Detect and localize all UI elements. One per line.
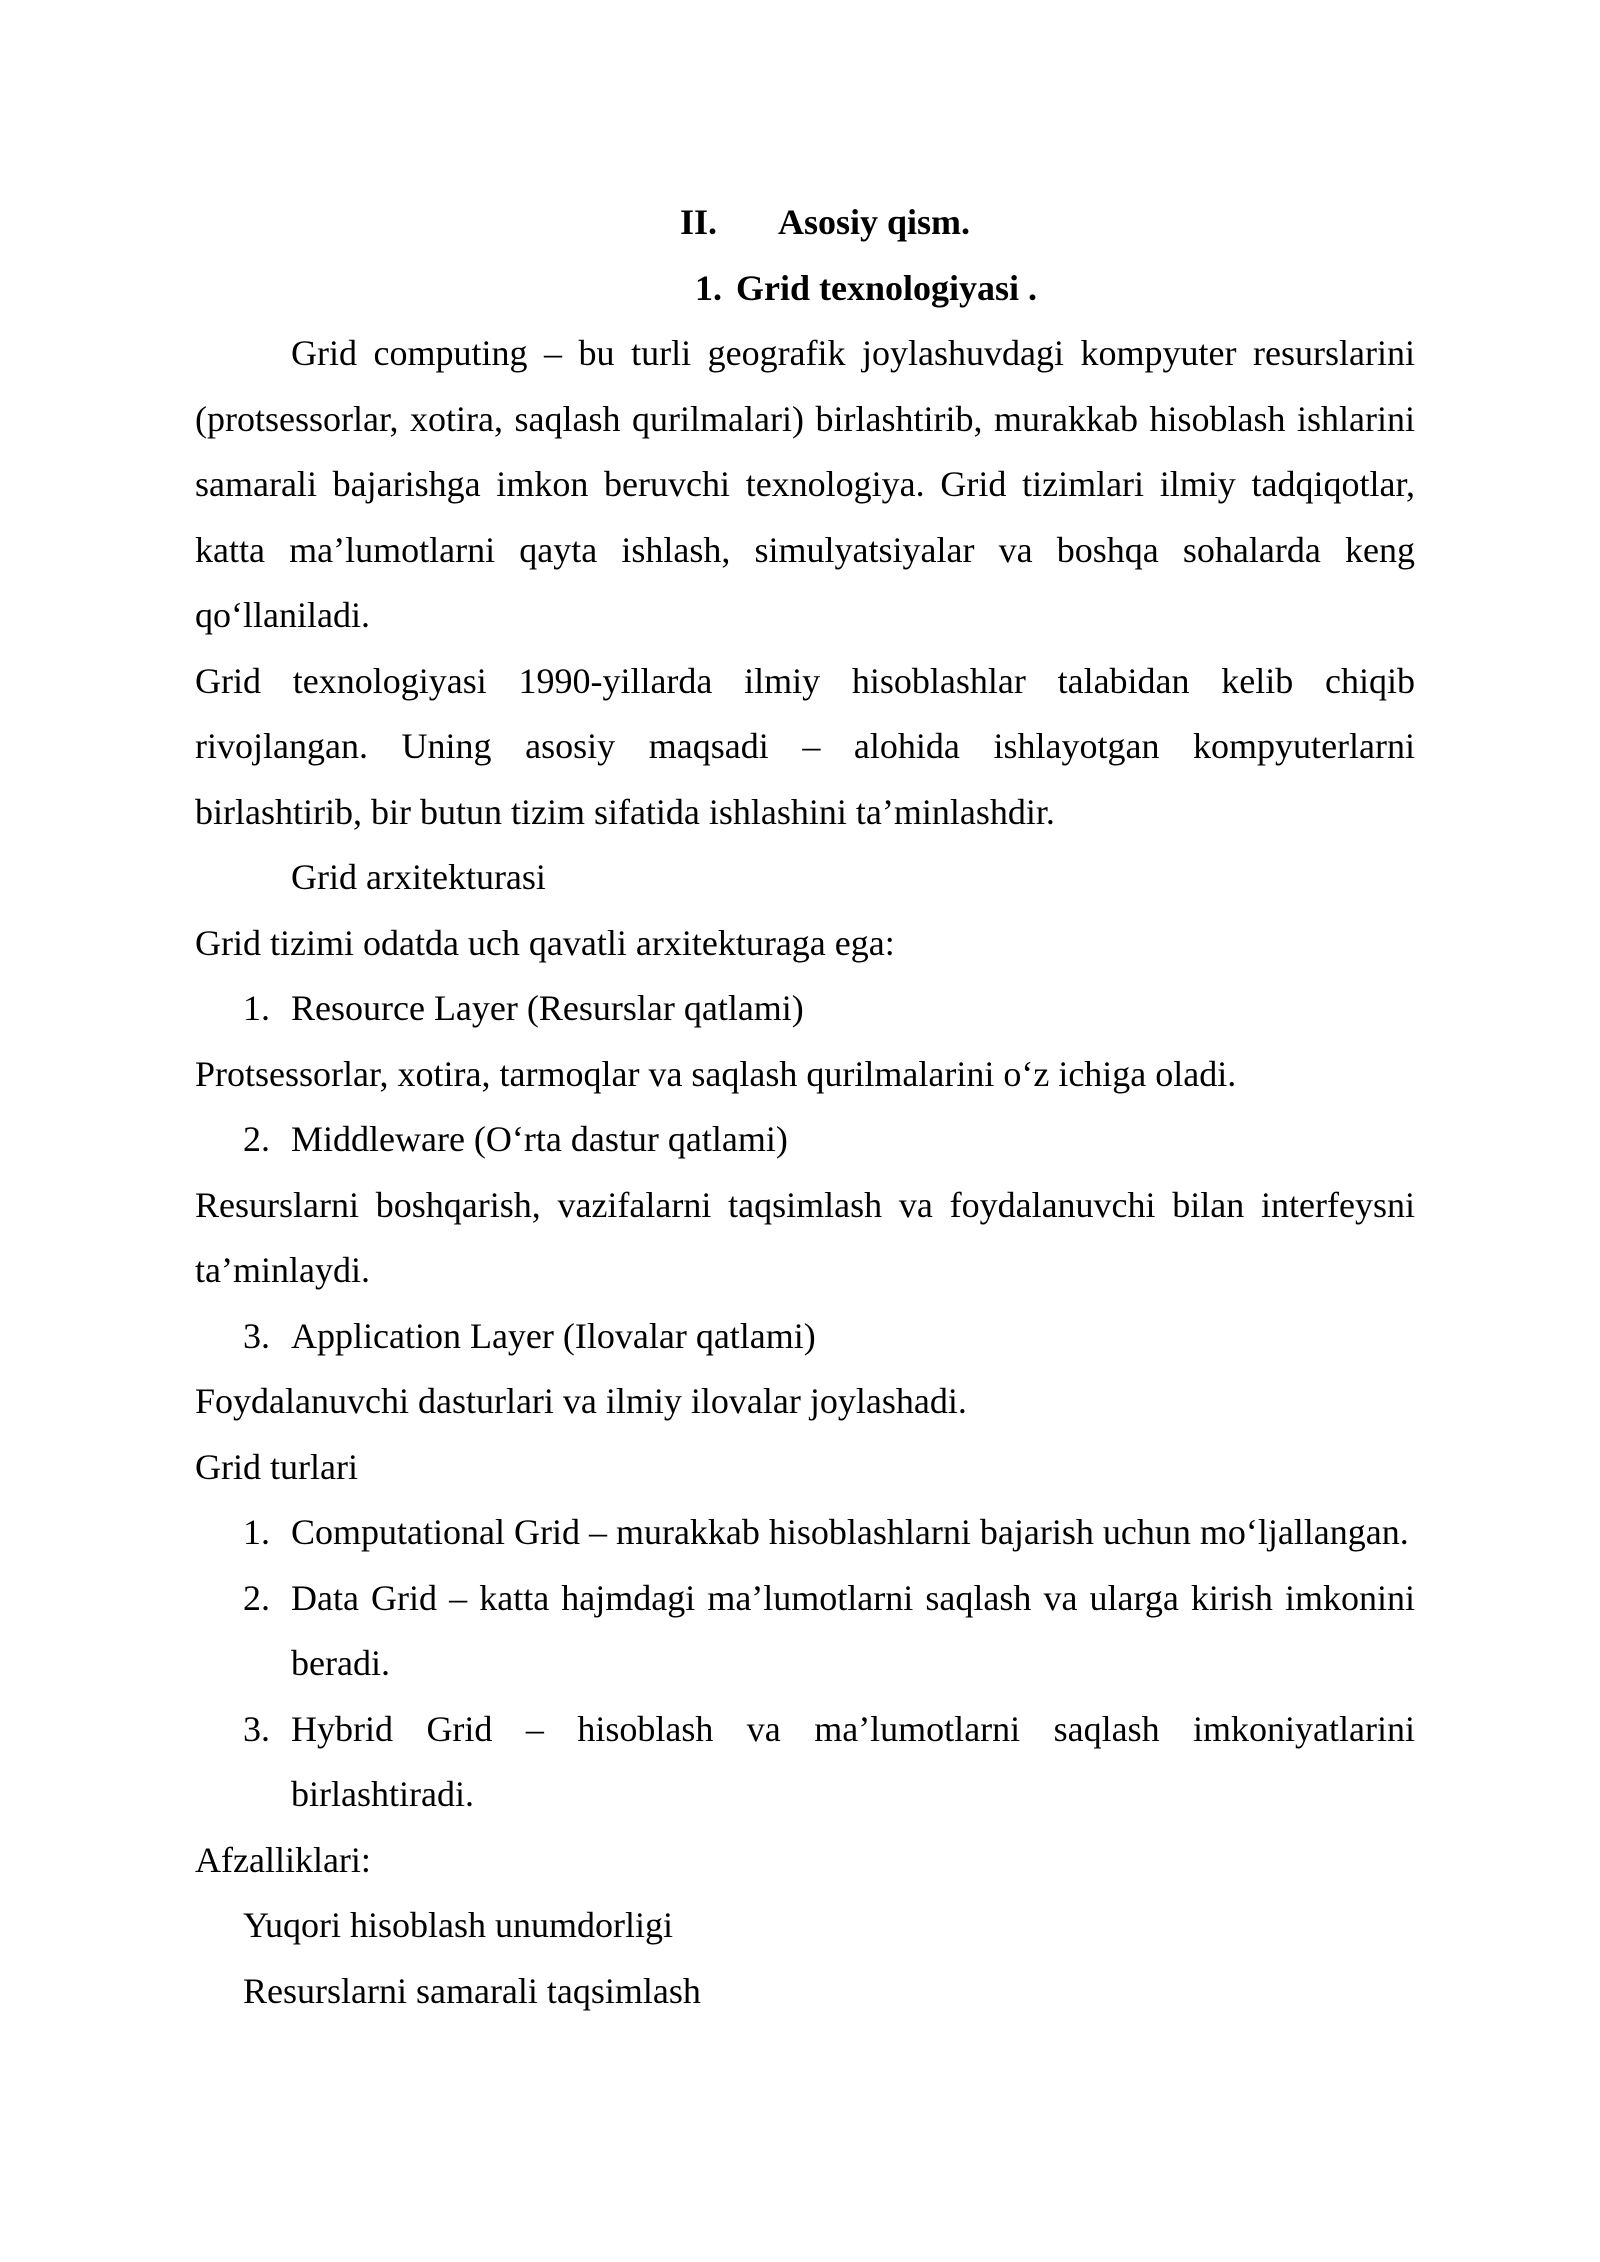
layer-number: 3. — [243, 1315, 270, 1356]
layer-item-resource — [195, 976, 1415, 1042]
grid-type-number: 1. — [243, 1512, 270, 1552]
intro-paragraph: Grid computing – bu turli geografik joylashuvdagi kompyuter resurslarini (protsessorlar, xotira, saqlash qurilmalari) birlashtirib, murakkab hisoblash ishlarini samarali bajarishga imkon beruvchi texnologiya. Grid tizimlari ilmiy tadqiqotlar, katta ma’lumotlarni qayta ishlash, simulyatsiyalar va boshqa sohalarda keng qo‘llaniladi. — [195, 333, 1415, 635]
grid-type-text: Hybrid Grid – hisoblash va ma’lumotlarni saqlash imkoniyatlarini birlashtiradi. — [291, 1708, 1415, 1814]
subsection-heading — [195, 256, 1415, 322]
grid-type-item — [195, 1500, 1415, 1566]
section-heading — [195, 190, 1415, 256]
subsection-number: 1. — [695, 267, 722, 308]
layer-title: Application Layer (Ilovalar qatlami) — [291, 1315, 816, 1356]
subsection-title: Grid texnologiyasi . — [736, 267, 1038, 308]
section-number: II. — [680, 202, 718, 242]
layer-description: Protsessorlar, xotira, tarmoqlar va saqlash qurilmalarini o‘z ichiga oladi. — [195, 1053, 1237, 1094]
grid-types-title: Grid turlari — [195, 1446, 358, 1487]
layer-number: 2. — [243, 1119, 270, 1159]
grid-type-item — [195, 1697, 1415, 1828]
layer-number: 1. — [243, 988, 270, 1028]
grid-type-text: Computational Grid – murakkab hisoblashlarni bajarish uchun mo‘ljallangan. — [291, 1512, 1409, 1552]
section-title: Asosiy qism. — [778, 202, 971, 242]
document-page — [195, 190, 1415, 2024]
advantage-item: Resurslarni samarali taqsimlash — [243, 1970, 701, 2011]
layer-item-application — [195, 1304, 1415, 1370]
architecture-intro: Grid tizimi odatda uch qavatli arxitekturaga ega: — [195, 922, 895, 963]
layer-description: Foydalanuvchi dasturlari va ilmiy ilovalar joylashadi. — [195, 1381, 967, 1421]
grid-type-number: 3. — [243, 1708, 270, 1749]
architecture-title: Grid arxitekturasi — [291, 857, 546, 897]
history-paragraph: Grid texnologiyasi 1990-yillarda ilmiy hisoblashlar talabidan kelib chiqib rivojlangan. Uning asosiy maqsadi – alohida ishlayotgan kompyuterlarni birlashtirib, bir butun tizim sifatida ishlashini ta’minlashdir. — [195, 660, 1415, 832]
grid-type-item — [195, 1566, 1415, 1697]
layer-title: Resource Layer (Resurslar qatlami) — [291, 988, 804, 1028]
advantages-title: Afzalliklari: — [195, 1839, 371, 1880]
grid-type-text: Data Grid – katta hajmdagi ma’lumotlarni saqlash va ularga kirish imkonini beradi. — [291, 1577, 1415, 1683]
advantage-item: Yuqori hisoblash unumdorligi — [243, 1905, 673, 1945]
layer-item-middleware — [195, 1107, 1415, 1173]
layer-description: Resurslarni boshqarish, vazifalarni taqsimlash va foydalanuvchi bilan interfeysni ta’minlaydi. — [195, 1184, 1415, 1290]
grid-type-number: 2. — [243, 1577, 270, 1618]
layer-title: Middleware (O‘rta dastur qatlami) — [291, 1119, 788, 1159]
